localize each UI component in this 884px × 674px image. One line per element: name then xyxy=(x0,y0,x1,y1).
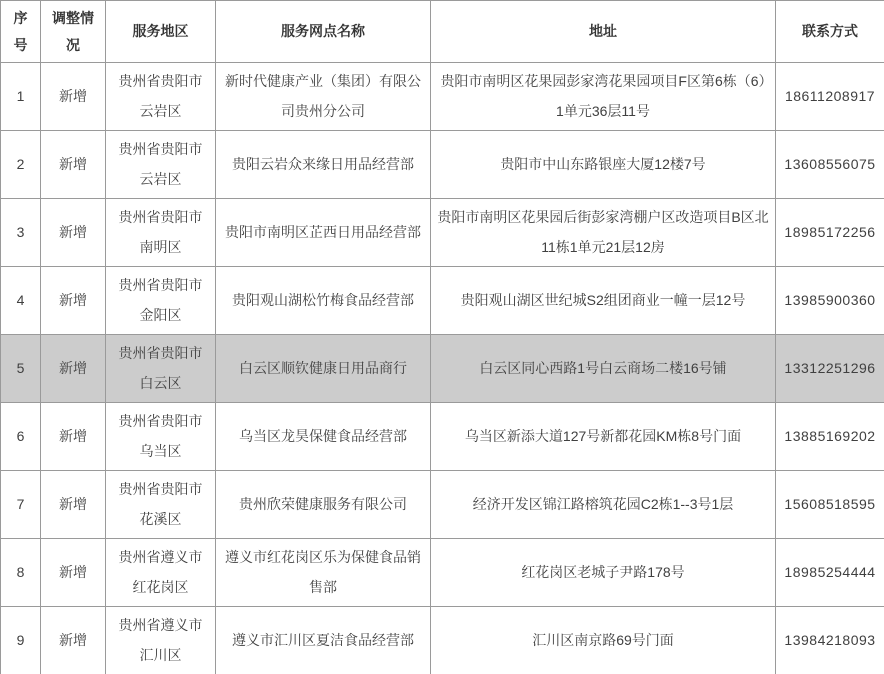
cell-contact-phone: 13984218093 xyxy=(776,607,884,674)
cell-contact-phone: 13608556075 xyxy=(776,131,884,199)
table-row xyxy=(1,607,884,674)
cell-outlet-name: 遵义市汇川区夏洁食品经营部 xyxy=(216,607,431,674)
table-row xyxy=(1,335,884,403)
cell-contact-phone: 13312251296 xyxy=(776,335,884,403)
cell-adjustment-status: 新增 xyxy=(41,607,106,674)
table-row xyxy=(1,539,884,607)
table-row xyxy=(1,471,884,539)
cell-service-region: 贵州省贵阳市乌当区 xyxy=(106,403,216,471)
cell-address: 汇川区南京路69号门面 xyxy=(431,607,776,674)
cell-serial-number: 4 xyxy=(1,267,41,335)
cell-adjustment-status: 新增 xyxy=(41,63,106,131)
cell-outlet-name: 贵阳观山湖松竹梅食品经营部 xyxy=(216,267,431,335)
table-row xyxy=(1,63,884,131)
header-contact: 联系方式 xyxy=(776,1,884,63)
cell-serial-number: 3 xyxy=(1,199,41,267)
cell-service-region: 贵州省贵阳市金阳区 xyxy=(106,267,216,335)
cell-address: 贵阳市南明区花果园后街彭家湾棚户区改造项目B区北11栋1单元21层12房 xyxy=(431,199,776,267)
table-header xyxy=(1,1,884,63)
cell-adjustment-status: 新增 xyxy=(41,335,106,403)
cell-outlet-name: 贵阳云岩众来缘日用品经营部 xyxy=(216,131,431,199)
cell-adjustment-status: 新增 xyxy=(41,403,106,471)
cell-adjustment-status: 新增 xyxy=(41,199,106,267)
header-adjustment: 调整情况 xyxy=(41,1,106,63)
cell-serial-number: 1 xyxy=(1,63,41,131)
cell-outlet-name: 新时代健康产业（集团）有限公司贵州分公司 xyxy=(216,63,431,131)
table-row xyxy=(1,267,884,335)
cell-contact-phone: 13885169202 xyxy=(776,403,884,471)
table-body xyxy=(1,63,884,674)
cell-serial-number: 5 xyxy=(1,335,41,403)
cell-serial-number: 2 xyxy=(1,131,41,199)
cell-outlet-name: 乌当区龙昊保健食品经营部 xyxy=(216,403,431,471)
cell-serial-number: 8 xyxy=(1,539,41,607)
cell-service-region: 贵州省贵阳市南明区 xyxy=(106,199,216,267)
header-address: 地址 xyxy=(431,1,776,63)
table-row xyxy=(1,403,884,471)
cell-outlet-name: 贵阳市南明区芷西日用品经营部 xyxy=(216,199,431,267)
cell-contact-phone: 13985900360 xyxy=(776,267,884,335)
table-row xyxy=(1,199,884,267)
cell-service-region: 贵州省贵阳市云岩区 xyxy=(106,131,216,199)
cell-address: 贵阳市南明区花果园彭家湾花果园项目F区第6栋（6）1单元36层11号 xyxy=(431,63,776,131)
cell-address: 乌当区新添大道127号新都花园KM栋8号门面 xyxy=(431,403,776,471)
cell-contact-phone: 18985254444 xyxy=(776,539,884,607)
cell-adjustment-status: 新增 xyxy=(41,131,106,199)
cell-serial-number: 6 xyxy=(1,403,41,471)
cell-contact-phone: 18611208917 xyxy=(776,63,884,131)
cell-contact-phone: 18985172256 xyxy=(776,199,884,267)
header-region: 服务地区 xyxy=(106,1,216,63)
cell-address: 红花岗区老城子尹路178号 xyxy=(431,539,776,607)
cell-adjustment-status: 新增 xyxy=(41,267,106,335)
cell-address: 经济开发区锦江路榕筑花园C2栋1--3号1层 xyxy=(431,471,776,539)
header-outlet: 服务网点名称 xyxy=(216,1,431,63)
cell-service-region: 贵州省遵义市红花岗区 xyxy=(106,539,216,607)
cell-outlet-name: 遵义市红花岗区乐为保健食品销售部 xyxy=(216,539,431,607)
cell-adjustment-status: 新增 xyxy=(41,471,106,539)
header-row xyxy=(1,1,884,63)
cell-outlet-name: 贵州欣荣健康服务有限公司 xyxy=(216,471,431,539)
cell-adjustment-status: 新增 xyxy=(41,539,106,607)
cell-serial-number: 7 xyxy=(1,471,41,539)
cell-serial-number: 9 xyxy=(1,607,41,674)
header-no: 序号 xyxy=(1,1,41,63)
cell-address: 白云区同心西路1号白云商场二楼16号铺 xyxy=(431,335,776,403)
cell-outlet-name: 白云区顺钦健康日用品商行 xyxy=(216,335,431,403)
cell-contact-phone: 15608518595 xyxy=(776,471,884,539)
cell-address: 贵阳观山湖区世纪城S2组团商业一幢一层12号 xyxy=(431,267,776,335)
cell-service-region: 贵州省贵阳市白云区 xyxy=(106,335,216,403)
cell-address: 贵阳市中山东路银座大厦12楼7号 xyxy=(431,131,776,199)
cell-service-region: 贵州省遵义市汇川区 xyxy=(106,607,216,674)
table-row xyxy=(1,131,884,199)
cell-service-region: 贵州省贵阳市花溪区 xyxy=(106,471,216,539)
cell-service-region: 贵州省贵阳市云岩区 xyxy=(106,63,216,131)
